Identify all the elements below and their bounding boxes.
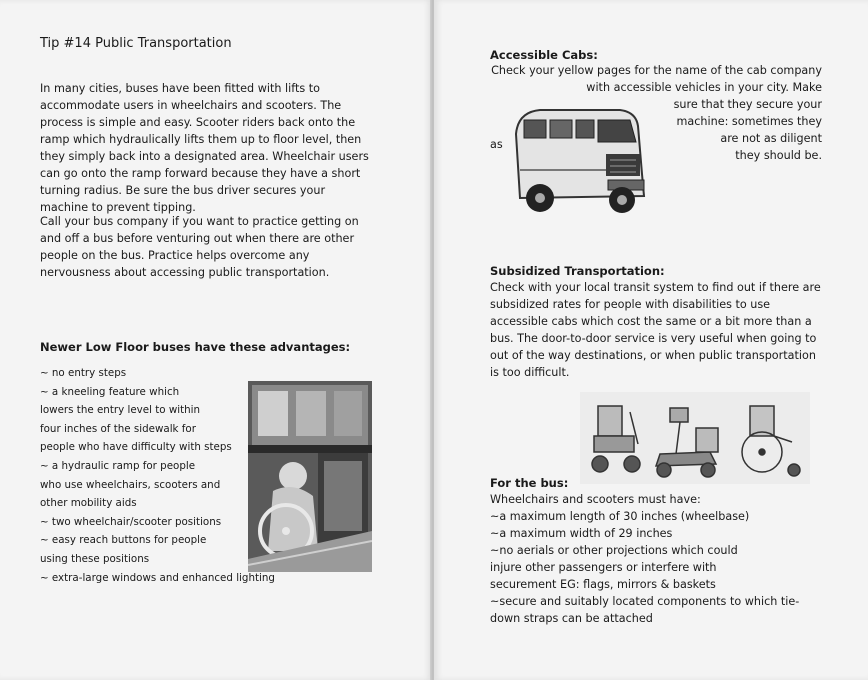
list-item: down straps can be attached: [490, 612, 653, 625]
list-item: who use wheelchairs, scooters and: [40, 478, 221, 491]
list-item: ~secure and suitably located components to which tie-: [490, 595, 800, 608]
cabs-wrap-text: [674, 96, 822, 164]
accessible-van-image: [510, 104, 650, 220]
cabs-intro: Check your yellow pages for the name of the cab company with accessible vehicles in your city. Make: [491, 64, 822, 94]
list-item: injure other passengers or interfere with: [490, 561, 717, 574]
subsidized-paragraph: Check with your local transit system to find out if there are subsidized rates for people with disabilities to use accessible cabs which cost the same or a bit more than a bus. The door-to-door service is very useful when going to out of the way destinations, or when public transportation is too difficult.: [490, 281, 821, 379]
list-item: people who have difficulty with steps: [40, 441, 232, 454]
list-item: ~ easy reach buttons for people: [40, 534, 207, 547]
cabs-line: sure that they secure your: [673, 98, 822, 111]
list-item: ~ no entry steps: [40, 367, 127, 379]
intro-paragraph: In many cities, buses have been fitted with lifts to accommodate users in wheelchairs and scooters. The process is simple and easy. Scooter riders back onto the ramp which hydraulically lifts them up to floor level, then they simply back into a designated area. Wheelchair users can go onto the ramp forward because they have a short turning radius. Be sure the bus driver secures your machine to prevent tipping.: [40, 82, 369, 214]
list-item: other mobility aids: [40, 497, 137, 510]
cabs-line: are not as diligent: [720, 132, 822, 145]
cabs-line: machine: sometimes they: [676, 115, 822, 128]
list-item: using these positions: [40, 552, 150, 565]
list-item: ~ two wheelchair/scooter positions: [40, 515, 222, 528]
list-item: ~ a hydraulic ramp for people: [40, 459, 196, 472]
mobility-devices-image: [580, 392, 810, 484]
for-the-bus-heading: For the bus:: [490, 476, 569, 490]
list-item: Wheelchairs and scooters must have:: [490, 493, 701, 506]
cabs-as: as: [490, 138, 503, 151]
list-item: lowers the entry level to within: [40, 404, 201, 417]
advantages-list: [40, 364, 275, 587]
low-floor-heading: Newer Low Floor buses have these advantages:: [40, 340, 351, 354]
list-item: ~a maximum width of 29 inches: [490, 527, 673, 540]
bus-requirements: [490, 491, 825, 627]
list-item: securement EG: flags, mirrors & baskets: [490, 578, 716, 591]
list-item: ~ extra-large windows and enhanced lighting: [40, 571, 275, 584]
list-item: ~a maximum length of 30 inches (wheelbase): [490, 510, 750, 523]
left-page: [0, 0, 432, 680]
list-item: four inches of the sidewalk for: [40, 422, 196, 435]
bus-ramp-photo: [248, 381, 372, 572]
cabs-heading: Accessible Cabs:: [490, 48, 598, 62]
practice-paragraph: Call your bus company if you want to practice getting on and off a bus before venturing out when there are other people on the bus. Practice helps overcome any nervousness about accessing public transportation.: [40, 215, 359, 279]
list-item: ~ a kneeling feature which: [40, 385, 180, 398]
subsidized-heading: Subsidized Transportation:: [490, 264, 665, 278]
list-item: ~no aerials or other projections which could: [490, 544, 738, 557]
cabs-line: they should be.: [735, 149, 822, 162]
page-title: Tip #14 Public Transportation: [40, 36, 232, 51]
